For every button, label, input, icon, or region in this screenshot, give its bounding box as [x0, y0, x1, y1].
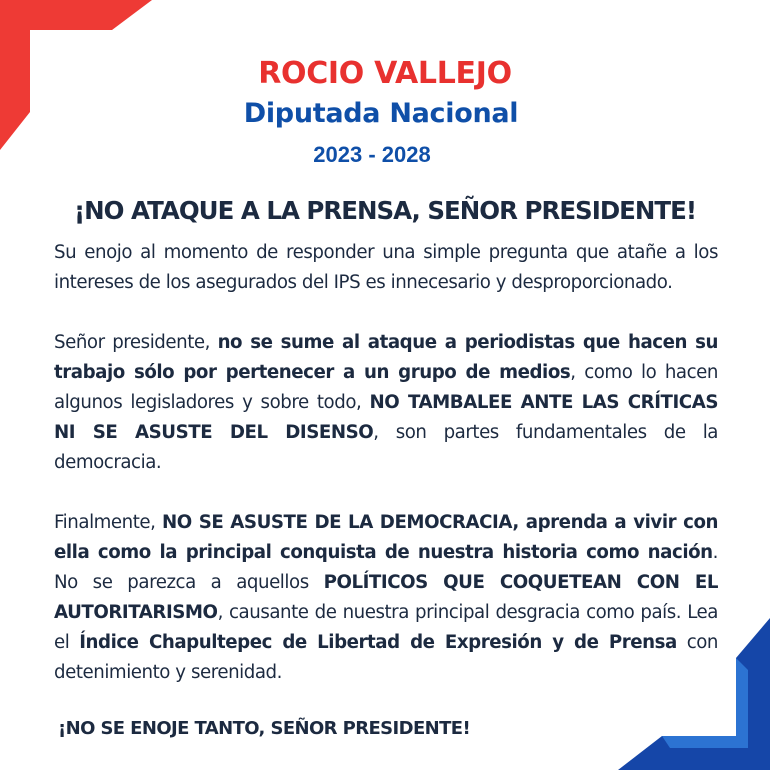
paragraph-3-bold-3: Índice Chapultepec de Libertad de Expresión y de Prensa	[79, 632, 677, 653]
paragraph-3-text-4: con detenimiento y serenidad.	[54, 632, 718, 683]
headline: ¡NO ATAQUE A LA PRENSA, SEÑOR PRESIDENTE!	[73, 196, 697, 225]
paragraph-1	[54, 238, 718, 298]
representative-role: Diputada Nacional	[243, 98, 519, 129]
paragraph-3-bold-1: NO SE ASUSTE DE LA DEMOCRACIA, aprenda a vivir con ella como la principal conquista de nuestra historia como nación	[54, 512, 718, 563]
paragraph-2-bold-1: no se sume al ataque a periodistas que hacen su trabajo sólo por pertenecer a un grupo de medios	[54, 332, 718, 383]
paragraph-3-text-2: . No se parezca a aquellos	[54, 542, 718, 593]
statement-body	[54, 238, 718, 688]
paragraph-2-bold-2: NO TAMBALEE ANTE LAS CRÍTICAS NI SE ASUSTE DEL DISENSO	[54, 392, 718, 443]
paragraph-2	[54, 328, 718, 478]
paragraph-3-bold-2: POLÍTICOS QUE COQUETEAN CON EL AUTORITARISMO	[54, 572, 719, 623]
paragraph-2-text-1: Señor presidente,	[54, 332, 218, 353]
paragraph-3	[54, 508, 718, 688]
paragraph-2-text-2: , como lo hacen algunos legisladores y sobre todo,	[54, 362, 718, 413]
paragraph-3-text-3: , causante de nuestra principal desgracia como país. Lea el	[54, 602, 718, 653]
paragraph-2-text-3: , son partes fundamentales de la democracia.	[54, 422, 718, 473]
representative-name: ROCIO VALLEJO	[258, 56, 512, 91]
paragraph-3-text-1: Finalmente,	[54, 512, 162, 533]
closing-line: ¡NO SE ENOJE TANTO, SEÑOR PRESIDENTE!	[58, 718, 471, 739]
paragraph-1-text: Su enojo al momento de responder una simple pregunta que atañe a los intereses de los asegurados del IPS es innecesario y desproporcionado.	[54, 242, 718, 293]
term-years: 2023 - 2028	[313, 142, 431, 167]
